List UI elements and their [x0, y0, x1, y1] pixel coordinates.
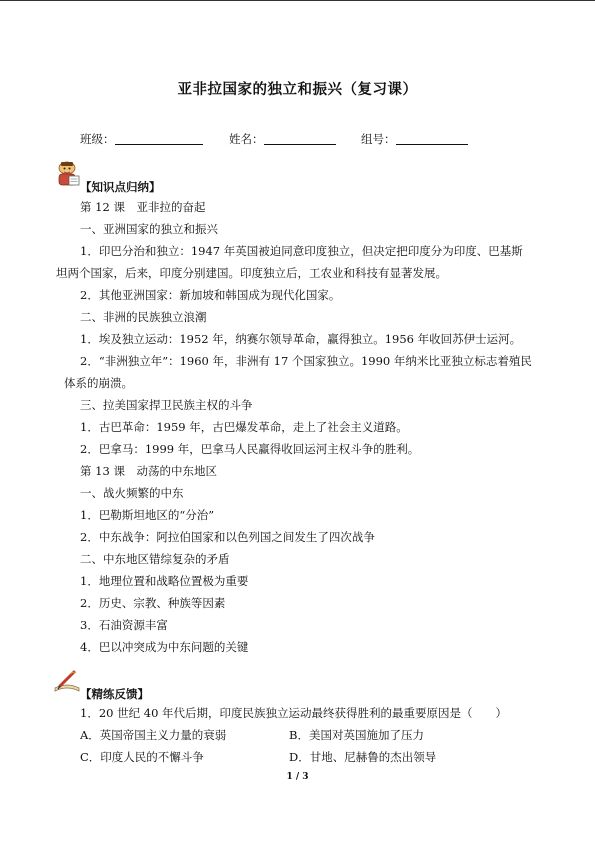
group-field — [361, 131, 468, 147]
class-label: 班级： — [80, 132, 115, 146]
text-line: 2．历史、宗教、种族等因素 — [80, 596, 226, 610]
section-knowledge-title: 【知识点归纳】 — [80, 180, 161, 194]
text-line: 坦两个国家，后来，印度分别建国。印度独立后，工农业和科技有显著发展。 — [56, 266, 447, 280]
group-blank — [396, 132, 468, 145]
subheading-middle-east-wars: 一、战火频繁的中东 — [80, 486, 184, 500]
top-rule — [0, 0, 595, 1]
subheading-latin-america: 三、拉美国家捍卫民族主权的斗争 — [80, 398, 253, 412]
cartoon-teacher-icon — [52, 160, 82, 190]
name-field — [229, 131, 336, 147]
text-line: 1．印巴分治和独立：1947 年英国被迫同意印度独立，但决定把印度分为印度、巴基斯 — [80, 244, 523, 258]
name-blank — [264, 132, 336, 145]
text-line: 1．巴勒斯坦地区的“分治” — [80, 508, 215, 522]
text-line: 2．中东战争：阿拉伯国家和以色列国之间发生了四次战争 — [80, 530, 375, 544]
text-line: 1．埃及独立运动：1952 年，纳赛尔领导革命，赢得独立。1956 年收回苏伊士运河。 — [80, 332, 522, 346]
name-label: 姓名： — [229, 132, 264, 146]
page-title: 亚非拉国家的独立和振兴（复习课） — [177, 82, 418, 98]
text-line: 体系的崩溃。 — [64, 376, 133, 390]
subheading-middle-east-conflicts: 二、中东地区错综复杂的矛盾 — [80, 552, 230, 566]
page-number: 1 / 3 — [286, 772, 309, 782]
class-blank — [115, 132, 203, 145]
lesson-13-heading: 第 13 课 动荡的中东地区 — [80, 464, 217, 478]
option-d: D．甘地、尼赫鲁的杰出领导 — [289, 750, 437, 764]
text-line: 2．巴拿马：1999 年，巴拿马人民赢得收回运河主权斗争的胜利。 — [80, 442, 420, 456]
subheading-asia: 一、亚洲国家的独立和振兴 — [80, 222, 218, 236]
option-a: A．英国帝国主义力量的衰弱 — [80, 728, 227, 742]
text-line: 2．“非洲独立年”：1960 年，非洲有 17 个国家独立。1990 年纳米比亚独立标志着殖民 — [80, 354, 532, 368]
class-field — [80, 131, 203, 147]
text-line: 2．其他亚洲国家：新加坡和韩国成为现代化国家。 — [80, 288, 341, 302]
subheading-africa: 二、非洲的民族独立浪潮 — [80, 310, 207, 324]
question-1-stem: 1．20 世纪 40 年代后期，印度民族独立运动最终获得胜利的最重要原因是（ ） — [80, 706, 508, 720]
text-line: 1．地理位置和战略位置极为重要 — [80, 574, 249, 588]
text-line: 4．巴以冲突成为中东问题的关键 — [80, 640, 249, 654]
option-b: B．美国对英国施加了压力 — [289, 728, 424, 742]
option-c: C．印度人民的不懈斗争 — [80, 750, 204, 764]
text-line: 3．石油资源丰富 — [80, 618, 168, 632]
section-practice-title: 【精练反馈】 — [80, 687, 149, 701]
pen-writing-icon — [52, 668, 82, 694]
group-label: 组号： — [361, 132, 396, 146]
text-line: 1．古巴革命：1959 年，古巴爆发革命，走上了社会主义道路。 — [80, 420, 408, 434]
lesson-12-heading: 第 12 课 亚非拉的奋起 — [80, 200, 206, 214]
